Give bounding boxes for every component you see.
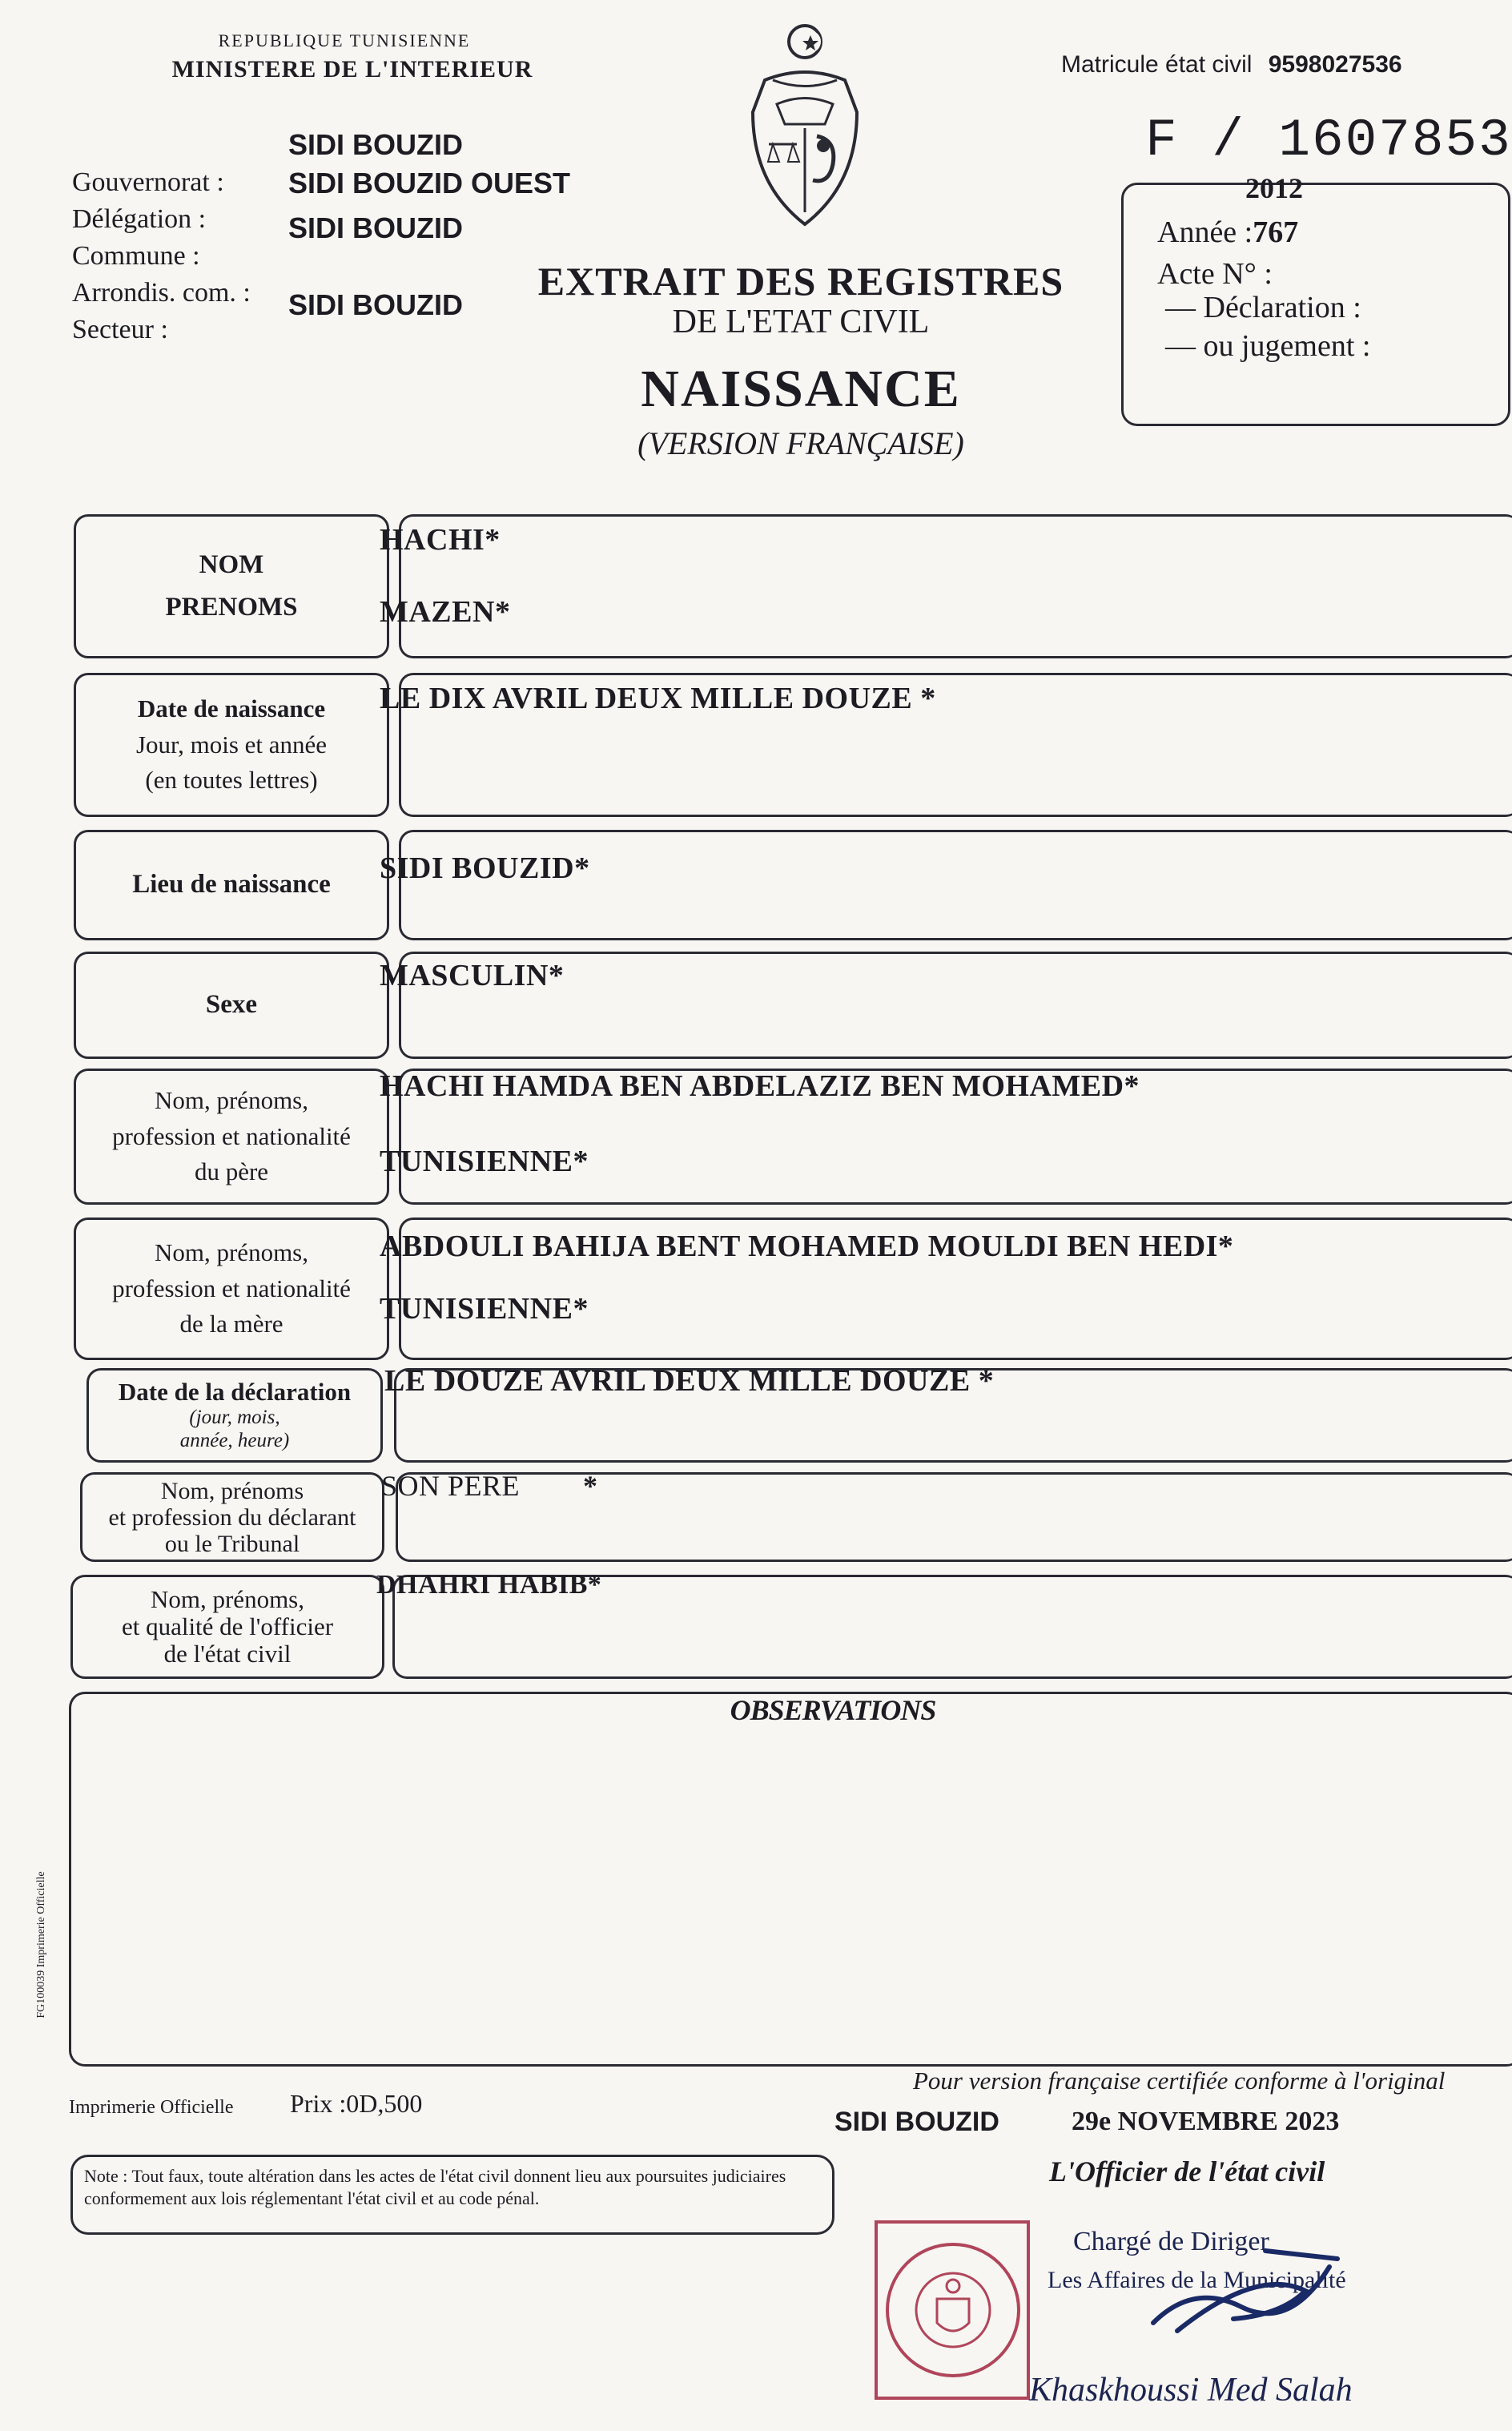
jugement-label: — ou jugement : (1165, 329, 1371, 363)
delegation-value: SIDI BOUZID OUEST (288, 167, 571, 199)
officier-label-line2: et qualité de l'officier (121, 1612, 334, 1640)
date: 29e NOVEMBRE 2023 (1072, 2107, 1340, 2136)
matricule-label: Matricule état civil (1061, 51, 1253, 78)
acte-label: Acte N° : (1157, 257, 1273, 291)
declaration-date-label-sub2: année, heure) (179, 1429, 290, 1451)
declarant-mark: * (583, 1470, 598, 1502)
pere-label-line1: Nom, prénoms, (154, 1085, 308, 1114)
certification: Pour version française certifiée conforme à l'original (913, 2067, 1446, 2095)
arrondissement-value: SIDI BOUZID (288, 288, 464, 321)
title-main: NAISSANCE (641, 360, 961, 418)
annee-row (1157, 215, 1298, 250)
officier-label-line1: Nom, prénoms, (150, 1584, 304, 1613)
pere-label-line3: du père (194, 1157, 269, 1186)
row-date-naissance (74, 673, 1512, 817)
stamp-name: Khaskhoussi Med Salah (1029, 2372, 1353, 2409)
stamp-line2: Les Affaires de la Municipalité (1048, 2267, 1346, 2293)
tunisia-coat-of-arms-icon (737, 16, 873, 232)
ministry-header: MINISTERE DE L'INTERIEUR (171, 56, 533, 83)
mere-label (74, 1218, 389, 1360)
declarant-label-line3: ou le Tribunal (164, 1530, 300, 1557)
delegation-label: Délégation : (72, 204, 207, 234)
printer-name: Imprimerie Officielle (69, 2097, 234, 2118)
row-pere (74, 1069, 1512, 1205)
nom-label: NOM (199, 550, 264, 580)
acte-year: 2012 (1245, 172, 1303, 204)
declarant-label (80, 1472, 384, 1562)
arrondissement-label: Arrondis. com. : (72, 278, 251, 308)
place: SIDI BOUZID (834, 2107, 999, 2137)
mere-label-line1: Nom, prénoms, (154, 1238, 308, 1266)
declarant-field (396, 1472, 1512, 1562)
mere-nationalite-value: TUNISIENNE* (380, 1292, 589, 1326)
nom-prenoms-field (399, 514, 1512, 658)
pere-label (74, 1069, 389, 1205)
secteur-label: Secteur : (72, 315, 168, 344)
date-naissance-value: LE DIX AVRIL DEUX MILLE DOUZE * (380, 682, 936, 715)
declarant-label-line1: Nom, prénoms (160, 1477, 304, 1504)
nom-prenoms-label (74, 514, 389, 658)
lieu-label: Lieu de naissance (74, 830, 389, 940)
sexe-field (399, 952, 1512, 1059)
declaration-date-label-title: Date de la déclaration (118, 1378, 352, 1407)
date-naissance-label-sub2: (en toutes lettres) (145, 766, 318, 795)
gouvernorat-value: SIDI BOUZID (288, 128, 464, 161)
row-declaration (86, 1364, 1512, 1463)
prenoms-label: PRENOMS (165, 593, 298, 622)
declaration-value: LE DOUZE AVRIL DEUX MILLE DOUZE * (384, 1364, 995, 1398)
annee-label: Année : (1157, 215, 1253, 249)
side-printer-code (34, 1842, 50, 2051)
acte-number: 767 (1253, 215, 1299, 249)
legal-note: Note : Tout faux, toute altération dans les actes de l'état civil donnent lieu aux poursuites judiciaires conformement aux lois réglementant l'état civil et au code pénal. (70, 2155, 834, 2235)
title-line1: EXTRAIT DES REGISTRES (537, 259, 1064, 304)
row-declarant (80, 1472, 1512, 1562)
officer-title: L'Officier de l'état civil (1049, 2155, 1325, 2187)
row-mere (74, 1218, 1512, 1360)
sexe-label: Sexe (74, 952, 389, 1059)
pere-label-line2: profession et nationalité (112, 1121, 351, 1150)
prenoms-value: MAZEN* (380, 595, 511, 629)
declarant-label-line2: et profession du déclarant (108, 1503, 356, 1531)
commune-value: SIDI BOUZID (288, 211, 464, 244)
location-labels (72, 164, 251, 348)
declaration-date-label-sub1: (jour, mois, (189, 1407, 280, 1429)
sexe-value: MASCULIN* (380, 959, 565, 992)
mere-label-line2: profession et nationalité (112, 1274, 351, 1302)
declaration-date-label (86, 1368, 383, 1463)
row-lieu (74, 830, 1512, 940)
date-naissance-label-sub1: Jour, mois et année (135, 730, 328, 759)
pere-nationalite-value: TUNISIENNE* (380, 1145, 589, 1178)
commune-label: Commune : (72, 241, 200, 271)
gouvernorat-label: Gouvernorat : (72, 167, 224, 197)
signature-icon (1145, 2235, 1353, 2347)
nom-value: HACHI* (380, 523, 501, 557)
row-sexe (74, 952, 1512, 1059)
declarant-value: SON PERE (381, 1470, 521, 1502)
mere-label-line3: de la mère (179, 1310, 284, 1338)
officier-label (70, 1575, 384, 1679)
date-naissance-label-title: Date de naissance (137, 694, 326, 722)
observations-title: OBSERVATIONS (730, 1694, 936, 1726)
republic-header: REPUBLIQUE TUNISIENNE (218, 30, 471, 50)
date-naissance-label (74, 673, 389, 817)
row-nom-prenoms (74, 514, 1512, 658)
official-seal-icon (873, 2219, 1033, 2403)
matricule (1061, 51, 1402, 78)
stamp-line1: Chargé de Diriger (1073, 2227, 1269, 2256)
declaration-label: — Déclaration : (1165, 291, 1361, 324)
row-officier (70, 1570, 1512, 1679)
title-line2: DE L'ETAT CIVIL (672, 304, 930, 340)
serial-number: F / 1607853 (1145, 111, 1512, 171)
observations-box (69, 1692, 1512, 2067)
title-version: (VERSION FRANÇAISE) (637, 425, 964, 461)
officier-value: DHAHRI HABIB* (376, 1570, 602, 1600)
price: Prix :0D,500 (290, 2089, 423, 2118)
side-printer-code-text: FG100039 Imprimerie Officielle (35, 1871, 47, 2018)
pere-nom-value: HACHI HAMDA BEN ABDELAZIZ BEN MOHAMED* (380, 1069, 1140, 1103)
mere-nom-value: ABDOULI BAHIJA BENT MOHAMED MOULDI BEN HEDI* (380, 1230, 1234, 1263)
matricule-value: 9598027536 (1268, 51, 1402, 78)
lieu-value: SIDI BOUZID* (380, 851, 590, 885)
officier-label-line3: de l'état civil (163, 1640, 292, 1668)
